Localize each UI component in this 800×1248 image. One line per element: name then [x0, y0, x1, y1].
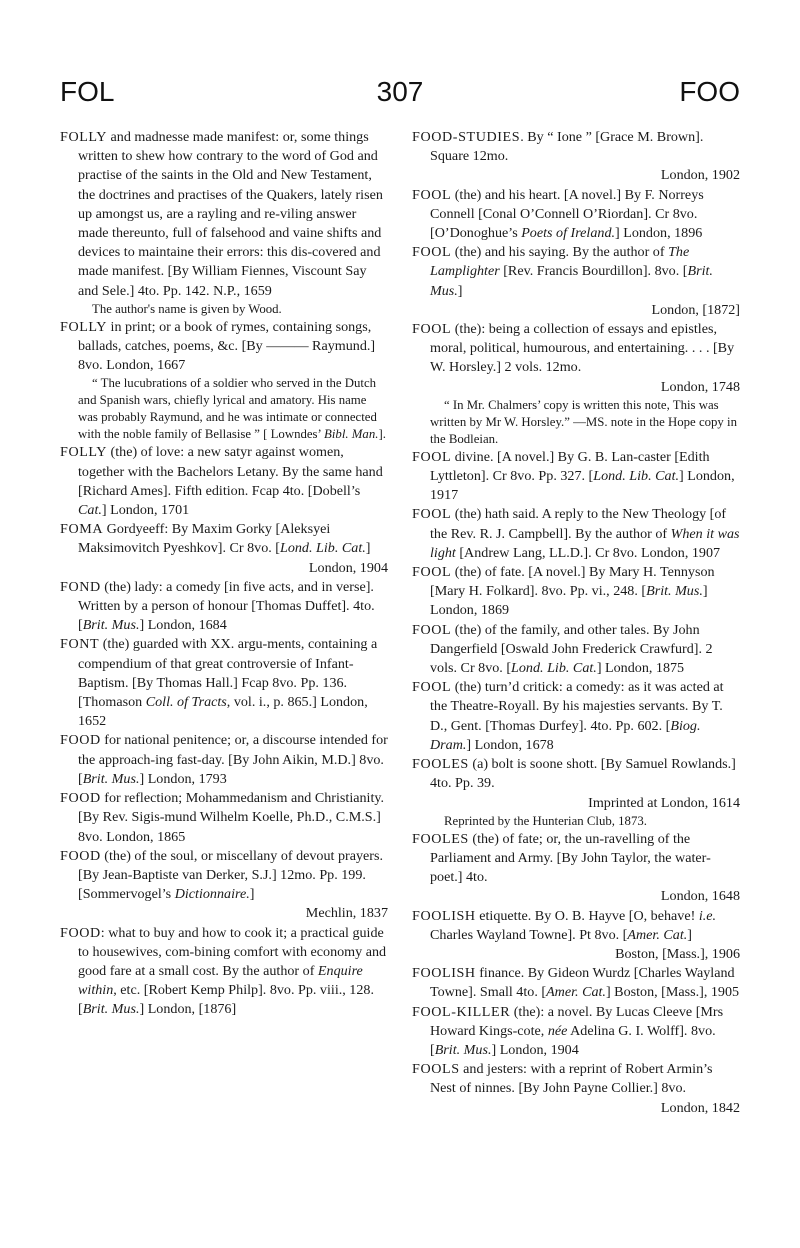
entry-food-soul: FOOD (the) of the soul, or miscellany of devout prayers. [By Jean-Baptiste van Derker, S.J.] 12mo. Pp. 199. [Sommervogel’s Dictionnaire.] — [60, 847, 383, 903]
entry-fool-divine: FOOL divine. [A novel.] By G. B. Lan-caster [Edith Lyttleton]. Cr 8vo. Pp. 327. [Lond. Lib. Cat.] London, 1917 — [412, 448, 735, 504]
page-number: 307 — [376, 76, 424, 107]
header-right-guideword: FOO — [679, 76, 740, 107]
entry-imprint: London, [1872] — [651, 301, 740, 318]
entry-foma: FOMA Gordyeeff: By Maxim Gorky [Aleksyei Maksimovitch Pyeshkov]. Cr 8vo. [Lond. Lib. Cat.] — [60, 521, 371, 557]
entry-food-studies: FOOD-STUDIES. By “ Ione ” [Grace M. Brown]. Square 12mo. — [412, 129, 704, 165]
entry-foolish-etiquette: FOOLISH etiquette. By O. B. Hayve [O, behave! i.e. Charles Wayland Towne]. Pt 8vo. [Amer. Cat.] — [412, 907, 717, 943]
entry-folly-madnesse: FOLLY and madnesse made manifest: or, some things written to shew how contrary to the word of God and practise of the saints in the Old and New Testament, the doctrines and practises of the Quakers, lately risen up amongst us, are a rayling and re-viling answer made thereunto, full of falsehood and vaine shifts and devices to maintaine their errors: this dis-covered and made manifest. [By William Fiennes, Viscount Say and Sele.] 4to. Pp. 142. N.P., 1659 — [60, 129, 383, 299]
entry-fond-lady: FOND (the) lady: a comedy [in five acts, and in verse]. Written by a person of honour [Thomas Duffet]. 4to. [Brit. Mus.] London, 1684 — [60, 578, 375, 634]
entry-food-what-to-buy: FOOD: what to buy and how to cook it; a practical guide to housewives, com-bining comfort with economy and good fare at a small cost. By the author of Enquire within, etc. [Robert Kemp Philp]. 8vo. Pp. viii., 128. [Brit. Mus.] London, [1876] — [60, 924, 387, 1018]
entry-note: Reprinted by the Hunterian Club, 1873. — [444, 813, 647, 828]
entry-imprint: London, 1748 — [660, 378, 740, 395]
entry-foolish-finance: FOOLISH finance. By Gideon Wurdz [Charles Wayland Towne]. Small 4to. [Amer. Cat.] Boston, [Mass.], 1905 — [412, 965, 740, 1001]
entry-imprint: London, 1842 — [660, 1099, 740, 1116]
entry-imprint: Imprinted at London, 1614 — [588, 794, 740, 811]
header-left-guideword: FOL — [60, 76, 115, 107]
entry-imprint: London, 1648 — [660, 888, 740, 905]
entry-fool-killer: FOOL-KILLER (the): a novel. By Lucas Cleeve [Mrs Howard Kings-cote, née Adelina G. I. Wolff]. 8vo. [Brit. Mus.] London, 1904 — [412, 1003, 724, 1058]
entry-note: “ The lucubrations of a soldier who served in the Dutch and Spanish wars, chiefly lyrical and amatory. His name was probably Raymund, and he was intimate or connected with the noble family of Bellasise ” [ Lowndes’ Bibl. Man.]. — [78, 376, 386, 442]
entry-food-reflection: FOOD for reflection; Mohammedanism and Christianity. [By Rev. Sigis-mund Wilhelm Koelle, Ph.D., C.M.S.] 8vo. London, 1865 — [60, 790, 385, 845]
entry-fool-saying: FOOL (the) and his saying. By the author of The Lamplighter [Rev. Francis Bourdillon]. 8vo. [Brit. Mus.] — [412, 244, 713, 299]
entry-fool-of-fate: FOOL (the) of fate. [A novel.] By Mary H. Tennyson [Mary H. Folkard]. 8vo. Pp. vi., 248. [Brit. Mus.] London, 1869 — [412, 564, 715, 619]
entry-fool-hath-said: FOOL (the) hath said. A reply to the New Theology [of the Rev. R. J. Campbell]. By the author of When it was light [Andrew Lang, LL.D.]. Cr 8vo. London, 1907 — [412, 506, 740, 561]
entry-fools-jesters: FOOLS and jesters: with a reprint of Robert Armin’s Nest of ninnes. [By John Payne Collier.] 8vo. — [412, 1061, 713, 1097]
entry-note: “ In Mr. Chalmers’ copy is written this note, This was written by Mr W. Horsley.” —MS. note in the Hope copy in the Bodleian. — [430, 397, 737, 446]
entry-fool-collection: FOOL (the): being a collection of essays and epistles, moral, political, humourous, and entertaining. . . . [By W. Horsley.] 2 vols. 12mo. — [412, 321, 735, 376]
entry-folly-of-love: FOLLY (the) of love: a new satyr against women, together with the Bachelors Letany. By the same hand [Richard Ames]. Fifth edition. Fcap 4to. [Dobell’s Cat.] London, 1701 — [60, 444, 383, 519]
entry-imprint: Boston, [Mass.], 1906 — [615, 945, 740, 962]
running-header — [60, 76, 740, 112]
entry-fooles-of-fate: FOOLES (the) of fate; or, the un-ravelling of the Parliament and Army. [By John Taylor, the water-poet.] 4to. — [412, 830, 711, 886]
left-column — [60, 128, 388, 1020]
entry-food-national-penitence: FOOD for national penitence; or, a discourse intended for the approach-ing fast-day. [By John Aikin, M.D.] 8vo. [Brit. Mus.] London, 1793 — [60, 732, 388, 787]
entry-font-guarded: FONT (the) guarded with XX. argu-ments, containing a compendium of that great controversie of Infant-Baptism. [By Thomas Hall.] Fcap 8vo. Pp. 136. [Thomason Coll. of Tracts, vol. i., p. 865.] London, 1652 — [60, 636, 378, 730]
entry-fooles-bolt: FOOLES (a) bolt is soone shott. [By Samuel Rowlands.] 4to. Pp. 39. — [412, 756, 736, 792]
right-column — [412, 128, 740, 1118]
entry-fool-heart: FOOL (the) and his heart. [A novel.] By F. Norreys Connell [Conal O’Connell O’Riordan]. Cr 8vo. [O’Donoghue’s Poets of Ireland.] London, 1896 — [412, 186, 704, 242]
entry-folly-in-print: FOLLY in print; or a book of rymes, containing songs, ballads, catches, poems, &c. [By ——— Raymund.] 8vo. London, 1667 — [60, 318, 376, 374]
entry-note: The author's name is given by Wood. — [92, 301, 282, 316]
entry-imprint: London, 1904 — [308, 559, 388, 576]
entry-imprint: Mechlin, 1837 — [305, 905, 388, 922]
entry-fool-critick: FOOL (the) turn’d critick: a comedy: as it was acted at the Theatre-Royall. By his majesties servants. By T. D., Gent. [Thomas Durfey]. 4to. Pp. 602. [Biog. Dram.] London, 1678 — [412, 679, 724, 753]
entry-imprint: London, 1902 — [660, 167, 740, 184]
entry-fool-family: FOOL (the) of the family, and other tales. By John Dangerfield [Oswald John Frederick Crawfurd]. 2 vols. Cr 8vo. [Lond. Lib. Cat.] London, 1875 — [412, 621, 713, 677]
